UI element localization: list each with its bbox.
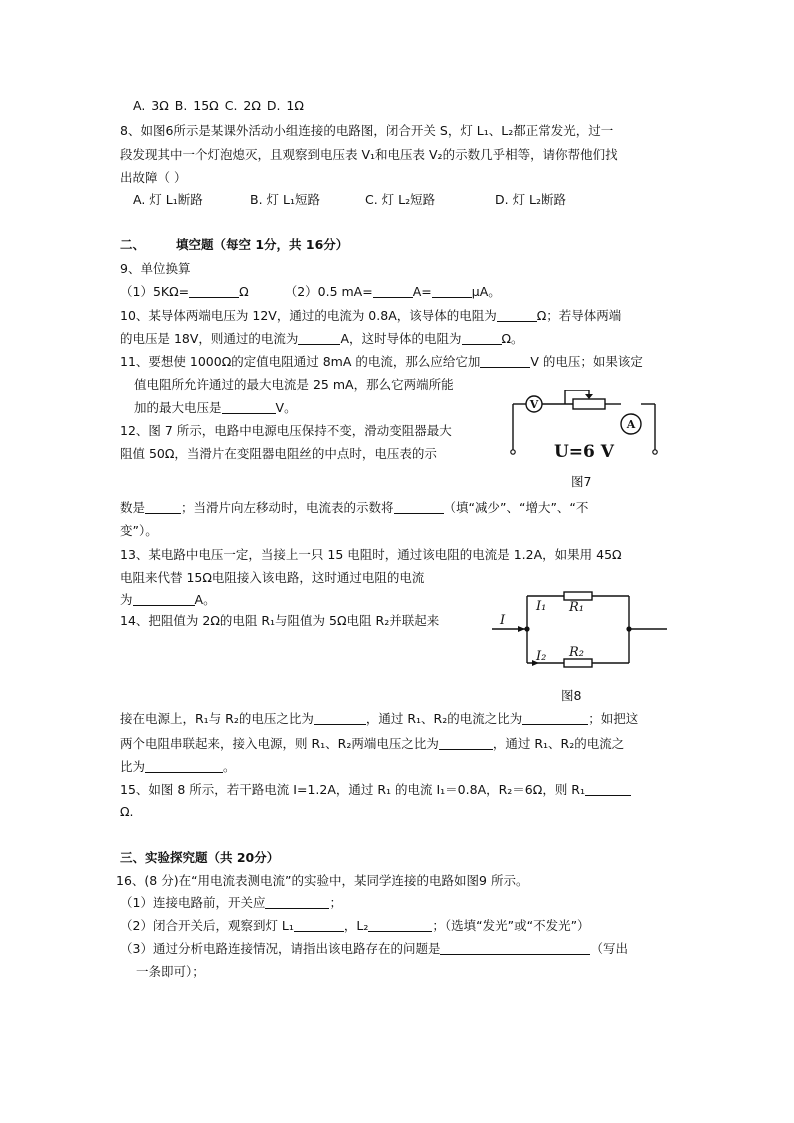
ammeter-label: A bbox=[626, 418, 636, 431]
q8-line3: 出故障（ ） bbox=[120, 170, 187, 185]
resistor-r1-icon bbox=[564, 592, 592, 600]
figure-8-circuit bbox=[492, 588, 672, 678]
q12-line4: 变”）。 bbox=[120, 523, 158, 538]
terminal-left-icon bbox=[511, 450, 515, 454]
q13-line2: 电阻来代替 15Ω电阻接入该电路，这时通过电阻的电流 bbox=[120, 570, 425, 585]
q10-text-e: Ω。 bbox=[501, 331, 524, 346]
q9-part2-mid: A= bbox=[412, 284, 432, 299]
q11-text-a: 11、要想使 1000Ω的定值电阻通过 8mA 的电流，那么应给它加 bbox=[120, 354, 481, 369]
q8-option-a: A. 灯 L₁断路 bbox=[133, 192, 203, 207]
node-left-icon bbox=[524, 626, 529, 631]
q14-text-g: 比为 bbox=[120, 759, 146, 774]
q12-line2: 阻值 50Ω，当滑片在变阻器电阻丝的中点时，电压表的示 bbox=[120, 446, 437, 461]
q9-part2-label: （2）0.5 mA= bbox=[284, 284, 373, 299]
q11-line2: 值电阻所允许通过的最大电流是 25 mA，那么它两端所能 bbox=[134, 377, 454, 392]
q10-text-a: 10、某导体两端电压为 12V，通过的电流为 0.8A，该导体的电阻为 bbox=[120, 308, 497, 323]
q11-line1 bbox=[120, 352, 643, 372]
q9-blank-1[interactable] bbox=[189, 283, 239, 298]
q10-line2 bbox=[120, 329, 524, 349]
q11-blank-1[interactable] bbox=[480, 353, 530, 368]
q8-line1: 8、如图6所示是某课外活动小组连接的电路图，闭合开关 S，灯 L₁、L₂都正常发光，过一 bbox=[120, 123, 614, 138]
q9-blank-3[interactable] bbox=[432, 283, 472, 298]
q15-text-a: 15、如图 8 所示，若干路电流 I=1.2A，通过 R₁ 的电流 I₁＝0.8A，R₂＝6Ω，则 R₁ bbox=[120, 782, 585, 797]
section2-title: 填空题（每空 1分，共 16分） bbox=[176, 237, 349, 252]
q16-step3-text-b: （写出 bbox=[590, 941, 628, 956]
section3-title: 三、实验探究题（共 20分） bbox=[120, 850, 280, 865]
q16-title: 16、(8 分)在“用电流表测电流”的实验中，某同学连接的电路如图9 所示。 bbox=[116, 873, 529, 888]
q9-parts bbox=[120, 282, 501, 302]
q14-text-b: 接在电源上，R₁与 R₂的电压之比为 bbox=[120, 711, 314, 726]
q12-blank-2[interactable] bbox=[394, 499, 444, 514]
figure-7-circuit bbox=[505, 390, 670, 465]
q9-blank-2[interactable] bbox=[373, 283, 413, 298]
q9-part1-unit: Ω bbox=[239, 284, 249, 299]
q14-text-f: ，通过 R₁、R₂的电流之 bbox=[492, 736, 625, 751]
q10-blank-2[interactable] bbox=[298, 330, 340, 345]
q11-text-e: V。 bbox=[275, 400, 297, 415]
q10-text-c: 的电压是 18V，则通过的电流为 bbox=[120, 331, 299, 346]
q9-title: 9、单位换算 bbox=[120, 261, 191, 276]
q10-blank-1[interactable] bbox=[497, 307, 537, 322]
q11-text-b: V 的电压；如果该定 bbox=[530, 354, 643, 369]
q14-blank-4[interactable] bbox=[145, 758, 223, 773]
figure-7-caption: 图7 bbox=[571, 474, 592, 489]
q12-text-c: 数是 bbox=[120, 500, 146, 515]
q11-text-d: 加的最大电压是 bbox=[134, 400, 222, 415]
q16-step1 bbox=[120, 893, 342, 913]
q14-text-c: ，通过 R₁、R₂的电流之比为 bbox=[365, 711, 523, 726]
q14-line3 bbox=[120, 734, 624, 754]
q16-step3 bbox=[120, 939, 628, 959]
label-i: I bbox=[500, 613, 506, 628]
figure-8-caption: 图8 bbox=[561, 688, 582, 703]
q11-blank-2[interactable] bbox=[222, 399, 276, 414]
q16-blank-3[interactable] bbox=[368, 917, 432, 932]
q16-blank-2[interactable] bbox=[294, 917, 344, 932]
q10-text-b: Ω；若导体两端 bbox=[536, 308, 622, 323]
q16-step2-text-b: ，L₂ bbox=[343, 918, 369, 933]
q14-blank-2[interactable] bbox=[522, 710, 588, 725]
q15-line1 bbox=[120, 780, 631, 800]
q15-blank-1[interactable] bbox=[585, 781, 631, 796]
label-i1: I₁ bbox=[536, 599, 547, 614]
q12-line1: 12、图 7 所示，电路中电源电压保持不变，滑动变阻器最大 bbox=[120, 423, 452, 438]
q7-options: A. 3Ω B. 15Ω C. 2Ω D. 1Ω bbox=[133, 98, 304, 113]
q16-step2-text-a: （2）闭合开关后，观察到灯 L₁ bbox=[120, 918, 294, 933]
q8-option-b: B. 灯 L₁短路 bbox=[250, 192, 320, 207]
q10-blank-3[interactable] bbox=[462, 330, 502, 345]
q12-blank-1[interactable] bbox=[145, 499, 181, 514]
q16-step2 bbox=[120, 916, 590, 936]
voltmeter-label: V bbox=[529, 398, 539, 411]
label-r1: R₁ bbox=[569, 600, 584, 615]
q14-line4 bbox=[120, 757, 236, 777]
q14-blank-3[interactable] bbox=[439, 735, 493, 750]
ammeter-icon bbox=[621, 414, 641, 434]
q14-line1: 14、把阻值为 2Ω的电阻 R₁与阻值为 5Ω电阻 R₂并联起来 bbox=[120, 613, 440, 628]
q8-option-c: C. 灯 L₂短路 bbox=[365, 192, 436, 207]
q14-text-e: 两个电阻串联起来，接入电源，则 R₁、R₂两端电压之比为 bbox=[120, 736, 439, 751]
q9-part2-unit: μA。 bbox=[471, 284, 501, 299]
q14-text-d: ；如把这 bbox=[588, 711, 639, 726]
q11-line3 bbox=[134, 398, 297, 418]
current-arrow-icon bbox=[518, 626, 525, 632]
q13-blank-1[interactable] bbox=[133, 591, 195, 606]
q16-step2-text-c: ；（选填“发光”或“不发光”） bbox=[432, 918, 590, 933]
q16-step1-text: （1）连接电路前，开关应 bbox=[120, 895, 266, 910]
label-r2: R₂ bbox=[569, 645, 584, 660]
q8-line2: 段发现其中一个灯泡熄灭，且观察到电压表 V₁和电压表 V₂的示数几乎相等，请你帮他们找 bbox=[120, 147, 618, 162]
q16-step3-text-a: （3）通过分析电路连接情况，请指出该电路存在的问题是 bbox=[120, 941, 441, 956]
q10-line1 bbox=[120, 306, 621, 326]
rheostat-slider-icon bbox=[565, 390, 593, 404]
q14-line2 bbox=[120, 709, 638, 729]
node-right-icon bbox=[626, 626, 631, 631]
q13-text-c: 为 bbox=[120, 592, 133, 607]
q8-option-d: D. 灯 L₂断路 bbox=[495, 192, 567, 207]
q14-blank-1[interactable] bbox=[314, 710, 366, 725]
q15-line2: Ω. bbox=[120, 804, 134, 819]
q16-blank-1[interactable] bbox=[265, 894, 329, 909]
q13-line1: 13、某电路中电压一定，当接上一只 15 电阻时，通过该电阻的电流是 1.2A，如果用 45Ω bbox=[120, 547, 622, 562]
section2-number: 二、 bbox=[120, 237, 146, 252]
q16-step3-cont: 一条即可）； bbox=[136, 964, 205, 979]
q16-step1-end: ； bbox=[329, 895, 342, 910]
voltmeter-icon bbox=[526, 396, 542, 412]
q12-text-e: （填“减少”、“增大”、“不 bbox=[443, 500, 589, 515]
q12-line3 bbox=[120, 498, 588, 518]
source-voltage-label: U=6 V bbox=[553, 442, 615, 462]
q16-blank-4[interactable] bbox=[440, 940, 590, 955]
resistor-r2-icon bbox=[564, 659, 592, 667]
q10-text-d: A，这时导体的电阻为 bbox=[340, 331, 462, 346]
terminal-right-icon bbox=[653, 450, 657, 454]
q13-line3 bbox=[120, 590, 216, 610]
q13-text-d: A。 bbox=[194, 592, 216, 607]
q9-part1-label: （1）5KΩ= bbox=[120, 284, 190, 299]
label-i2: I₂ bbox=[536, 649, 547, 664]
q12-text-d: ；当滑片向左移动时，电流表的示数将 bbox=[181, 500, 394, 515]
q14-text-h: 。 bbox=[223, 759, 236, 774]
